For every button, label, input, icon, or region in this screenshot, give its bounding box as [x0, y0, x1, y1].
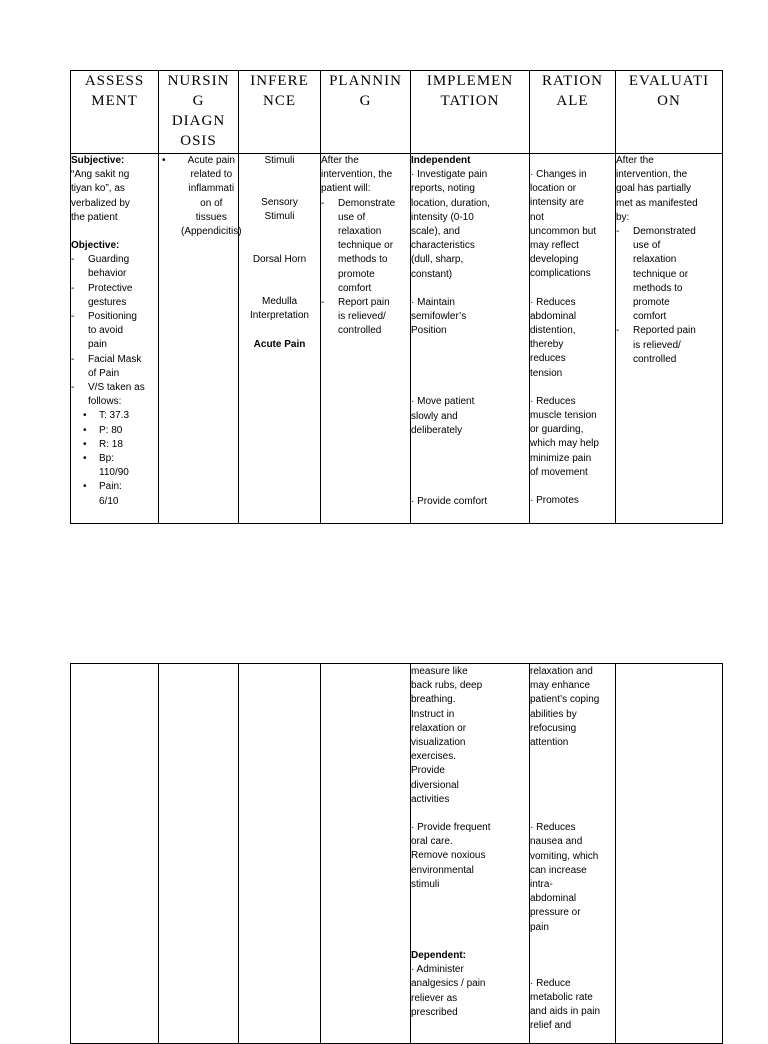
inference-cell: Stimuli Sensory Stimuli Dorsal Horn Medulla Interpretation Acute Pain: [239, 154, 321, 524]
evaluation-cell: After the intervention, the goal has partially met as manifested by: - Demonstrated use of relaxation technique or methods to promote comfort - Reported pain is relieved/ controlled: [616, 154, 723, 524]
vital-sign-item: • Pain: 6/10: [83, 481, 122, 507]
vital-sign-item: • T: 37.3: [83, 410, 130, 422]
care-plan-table-page-1: [70, 70, 723, 524]
rationale-cell: · Changes in location or intensity are not uncommon but may reflect developing complications · Reduces abdominal distention, thereby reduces tension · Reduces muscle tension or guarding, which may help minimize pain of movement · Promotes: [530, 154, 616, 524]
planning-cell: After the intervention, the patient will: - Demonstrate use of relaxation technique or methods to promote comfort - Report pain is relieved/ controlled: [321, 154, 411, 524]
header-implementation: IMPLEMEN TATION: [411, 71, 530, 154]
independent-label: Independent: [411, 155, 471, 166]
header-nursing-diagnosis: NURSIN G DIAGN OSIS: [159, 71, 239, 154]
subjective-label: Subjective:: [71, 155, 125, 166]
inference-step: Stimuli: [264, 155, 295, 166]
inference-step: Medulla: [261, 295, 298, 307]
header-row: [71, 71, 723, 154]
objective-item: - V/S taken as follows:: [71, 382, 145, 408]
header-evaluation: EVALUATI ON: [616, 71, 723, 154]
diagnosis-cell: • Acute pain related to inflammati on of tissues (Appendicitis): [159, 154, 239, 524]
inference-result: Acute Pain: [253, 339, 306, 351]
objective-item: - Positioning to avoid pain: [71, 311, 137, 351]
objective-item: - Facial Mask of Pain: [71, 353, 142, 379]
implementation-cell: Independent · Investigate pain reports, noting location, duration, intensity (0-10 scale), and characteristics (dull, sharp, constant) · Maintain semifowler’s Position · Move patient slowly and deliberately · Provide comfort: [411, 154, 530, 524]
header-planning: PLANNIN G: [321, 71, 411, 154]
assessment-cell: Subjective: “Ang sakit ng tiyan ko”, as verbalized by the patient Objective: - Guarding behavior - Protective gestures - Positioning to avoid pain - Facial Mask of Pain - V/S taken as follows: • T: 37.3 • P: 80 • R: 18 • Bp: 110/90 • Pain: 6/10: [71, 154, 159, 524]
header-rationale: RATION ALE: [530, 71, 616, 154]
inference-step: Dorsal Horn: [252, 253, 307, 265]
objective-label: Objective:: [71, 240, 120, 252]
inference-step: Sensory: [261, 197, 298, 209]
header-inference: INFERE NCE: [239, 71, 321, 154]
objective-item: - Protective gestures: [71, 282, 133, 308]
planning-goal: - Demonstrate use of relaxation technique or methods to promote comfort: [321, 197, 396, 294]
evaluation-cell: [616, 664, 723, 1044]
dependent-label: Dependent:: [411, 950, 466, 962]
objective-item: - Guarding behavior: [71, 254, 130, 280]
inference-cell: [239, 664, 321, 1044]
vital-sign-item: • R: 18: [83, 438, 123, 450]
planning-cell: [321, 664, 411, 1044]
rationale-cell: relaxation and may enhance patient’s coping abilities by refocusing attention · Reduces nausea and vomiting, which can increase intra- abdominal pressure or pain · Reduce metabolic rate and aids in pain relief and: [530, 664, 616, 1044]
header-assessment: ASSESS MENT: [71, 71, 159, 154]
vital-sign-item: • Bp: 110/90: [83, 453, 129, 479]
evaluation-outcome: - Demonstrated use of relaxation technique or methods to promote comfort: [616, 226, 696, 323]
diagnosis-cell: [159, 664, 239, 1044]
vital-sign-item: • P: 80: [83, 424, 123, 436]
continuation-row: [71, 664, 723, 1044]
content-row: [71, 154, 723, 524]
planning-goal: - Report pain is relieved/ controlled: [321, 297, 390, 337]
evaluation-outcome: - Reported pain is relieved/ controlled: [616, 325, 696, 365]
implementation-cell: measure like back rubs, deep breathing. Instruct in relaxation or visualization exercises. Provide diversional activities · Provide frequent oral care. Remove noxious environmental stimuli Dependent: · Administer analgesics / pain reliever as prescribed: [411, 664, 530, 1044]
care-plan-table-page-2: [70, 663, 723, 1044]
assessment-cell: [71, 664, 159, 1044]
